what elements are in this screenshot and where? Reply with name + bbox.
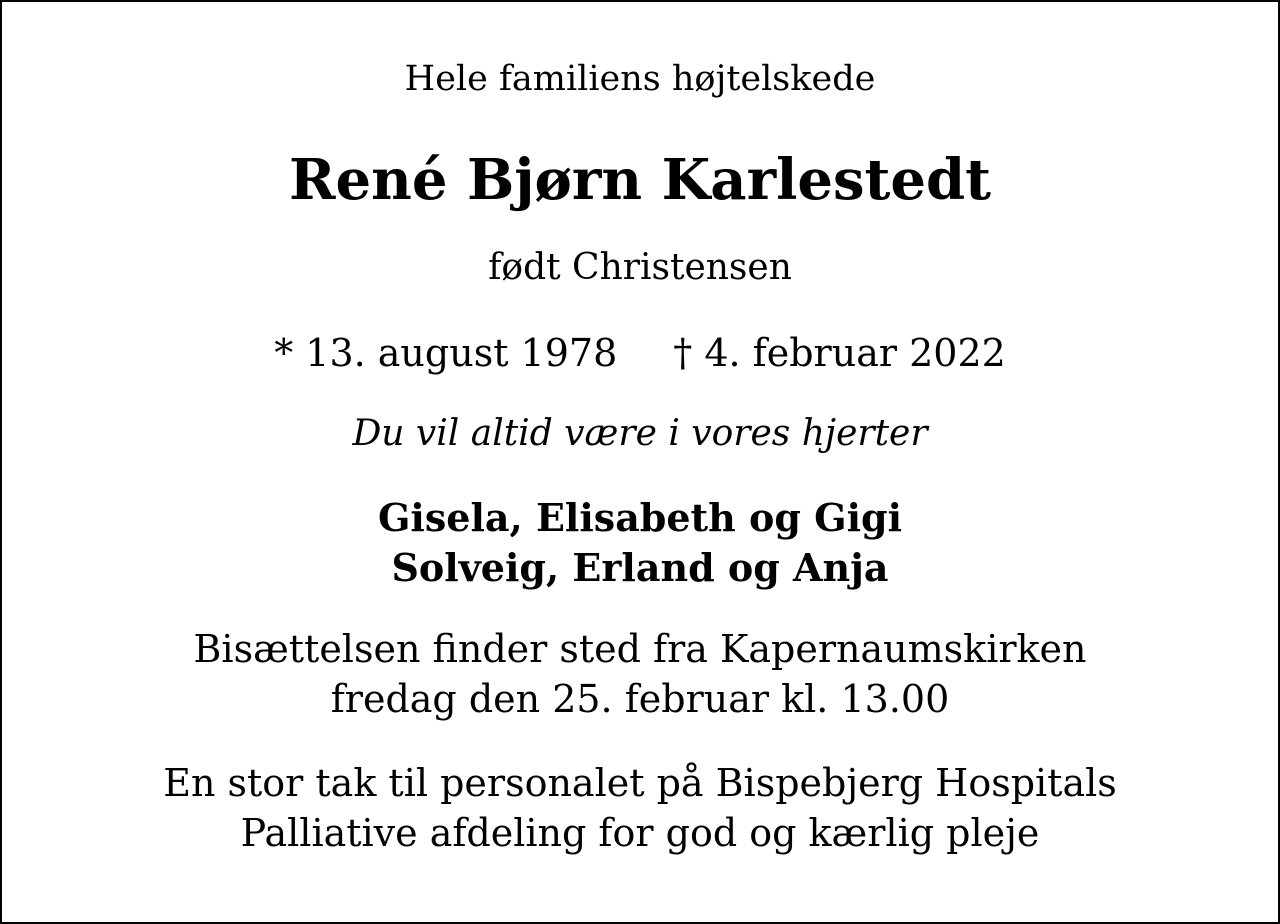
born-name: født Christensen [488,247,792,288]
thanks-line: Palliative afdeling for god og kærlig pleje [240,811,1040,855]
death-date: † 4. februar 2022 [673,331,1006,375]
life-dates [2,331,1278,375]
motto-text: Du vil altid være i vores hjerter [352,413,928,454]
service-line: fredag den 25. februar kl. 13.00 [330,677,950,721]
family-line: Gisela, Elisabeth og Gigi [377,495,903,540]
thanks-line: En stor tak til personalet på Bispebjerg Hospitals [163,761,1117,805]
service-line: Bisættelsen finder sted fra Kapernaumskirken [193,627,1087,671]
intro-text: Hele familiens højtelskede [404,59,876,99]
birth-date: * 13. august 1978 [274,331,618,375]
deceased-name: René Bjørn Karlestedt [288,147,992,213]
family-line: Solveig, Erland og Anja [391,545,889,590]
